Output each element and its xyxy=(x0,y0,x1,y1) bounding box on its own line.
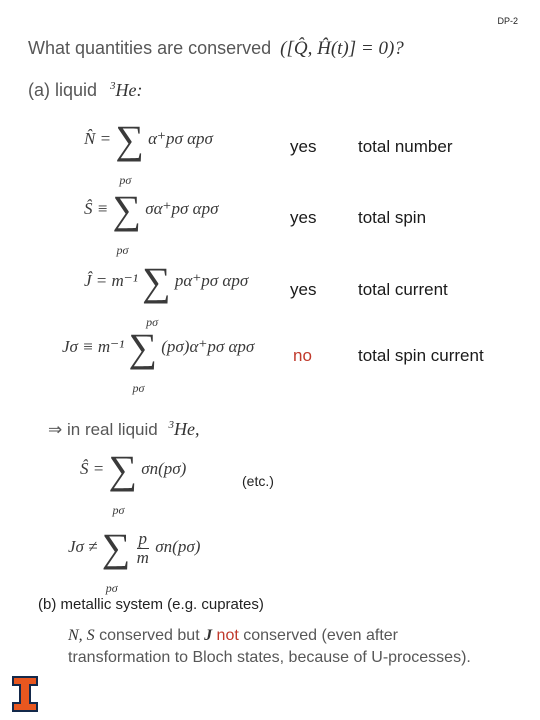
summation-index: pσ xyxy=(119,173,132,187)
summation-sign: ∑ pσ xyxy=(115,120,144,160)
summation-sign: ∑ pσ xyxy=(102,528,131,568)
conserved-but-text: conserved but xyxy=(99,627,200,644)
equation-lhs: Ĵ = m⁻¹ xyxy=(84,270,138,290)
symbol-j: J xyxy=(204,627,213,644)
summation-index: pσ xyxy=(112,503,125,517)
answer-total-current: yes xyxy=(290,280,317,299)
summation-index: pσ xyxy=(116,243,129,257)
summation-sign: ∑ pσ xyxy=(129,328,158,368)
equation-lhs: Jσ ≡ m⁻¹ xyxy=(62,336,125,356)
answer-total-number: yes xyxy=(290,137,317,156)
species-symbol: He, xyxy=(173,419,200,439)
equation-lhs: Ŝ ≡ xyxy=(84,198,109,218)
equation-summand: σn(pσ) xyxy=(141,458,187,478)
implication-line xyxy=(48,419,199,440)
etc-note: (etc.) xyxy=(242,473,274,489)
illinois-logo-svg xyxy=(12,676,38,712)
section-b-line-1 xyxy=(68,627,398,645)
title-text: What quantities are conserved xyxy=(28,38,272,58)
equation-lhs: N̂ = xyxy=(84,128,112,148)
equation-real-spin xyxy=(80,447,187,517)
conserved-even-after-text: conserved (even after xyxy=(243,627,398,644)
summation-sign: ∑ pσ xyxy=(112,190,141,230)
equation-lhs: Jσ ≠ xyxy=(68,536,98,556)
answer-total-spin-current: no xyxy=(293,346,312,365)
section-b-line-2: transformation to Bloch states, because of U-processes). xyxy=(68,649,471,666)
section-a-header xyxy=(28,80,143,101)
equation-lhs: Ŝ = xyxy=(80,458,105,478)
implies-arrow-icon: ⇒ xyxy=(48,420,63,440)
summation-sign: ∑ pσ xyxy=(142,262,171,302)
equation-summand: (pσ)α⁺pσ αpσ xyxy=(161,336,255,356)
equation-total-spin-current xyxy=(62,325,255,395)
section-a-label: (a) liquid xyxy=(28,80,98,100)
title-formula: ([Q̂, Ĥ(t)] = 0)? xyxy=(280,38,404,59)
description-total-number: total number xyxy=(358,137,453,156)
page-number: DP-2 xyxy=(497,16,518,26)
description-total-current: total current xyxy=(358,280,448,299)
equation-summand: pα⁺pσ αpσ xyxy=(174,270,249,290)
fraction-denominator: m xyxy=(136,547,149,567)
description-total-spin: total spin xyxy=(358,208,427,227)
illinois-block-i-icon xyxy=(12,676,38,712)
summation-index: pσ xyxy=(132,381,145,395)
species-superscript: 3 xyxy=(110,80,116,92)
equation-summand: α⁺pσ αpσ xyxy=(148,128,213,148)
description-total-spin-current: total spin current xyxy=(358,346,484,365)
not-text: not xyxy=(216,627,239,644)
summation-index: pσ xyxy=(146,315,159,329)
summation-index: pσ xyxy=(105,581,118,595)
symbols-n-s: N, S xyxy=(68,627,95,644)
answer-total-spin: yes xyxy=(290,208,317,227)
implication-text: in real liquid xyxy=(66,420,158,439)
equation-total-number xyxy=(84,117,213,187)
summation-sign: ∑ pσ xyxy=(108,450,137,490)
equation-real-spin-current xyxy=(68,525,201,595)
equation-total-current xyxy=(84,259,249,329)
equation-total-spin xyxy=(84,187,219,257)
species-superscript: 3 xyxy=(168,419,174,432)
fraction xyxy=(137,530,150,567)
page-title xyxy=(28,38,404,60)
fraction-numerator: p xyxy=(138,528,148,548)
species-symbol: He: xyxy=(115,80,143,100)
equation-summand: σα⁺pσ αpσ xyxy=(145,198,219,218)
equation-summand: σn(pσ) xyxy=(155,536,201,556)
section-b-label: (b) metallic system (e.g. cuprates) xyxy=(38,596,264,613)
